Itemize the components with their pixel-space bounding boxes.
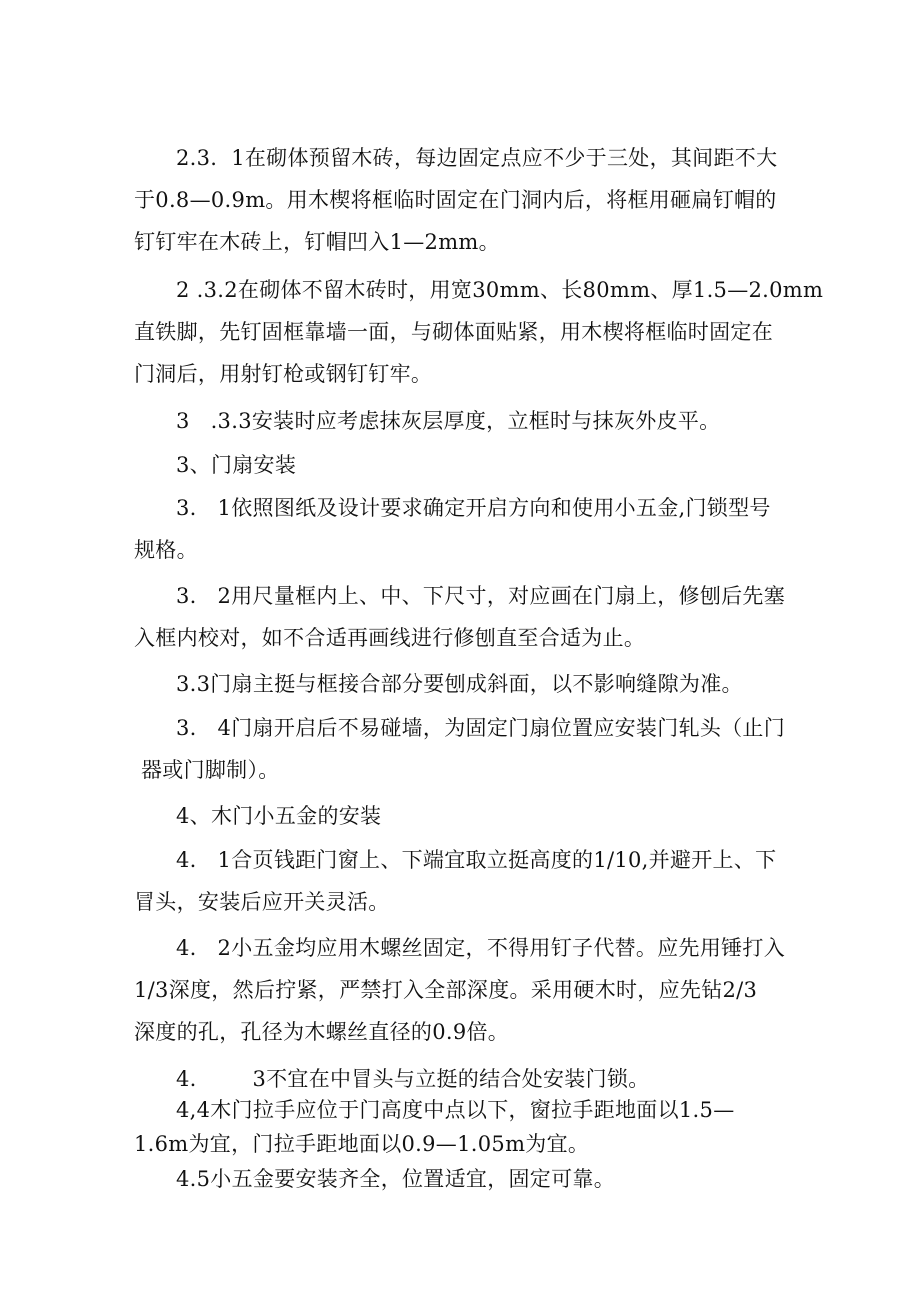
text-line: 规格。 [134, 538, 198, 562]
text-line: 钉钉牢在木砖上，钉帽凹入1—2mm。 [134, 230, 500, 254]
text-line: 直铁脚，先钉固框靠墙一面，与砌体面贴紧，用木楔将框临时固定在 [134, 320, 773, 344]
text-line: 4.5小五金要安装齐全，位置适宜，固定可靠。 [176, 1167, 615, 1191]
text-line: 3. 2用尺量框内上、中、下尺寸，对应画在门扇上，修刨后先塞 [176, 584, 786, 608]
text-line: 2.3. 1在砌体预留木砖，每边固定点应不少于三处，其间距不大 [176, 146, 778, 170]
text-line: 2 .3.2在砌体不留木砖时，用宽30mm、长80mm、厚1.5—2.0mm [176, 278, 824, 302]
paragraph-2-3-1 [134, 137, 794, 263]
paragraph-3-2 [134, 575, 794, 659]
text-line: 4,4木门拉手应位于门高度中点以下，窗拉手距地面以1.5— [176, 1098, 735, 1122]
paragraph-4-5 [134, 1158, 794, 1200]
heading-text: 3、门扇安装 [176, 453, 297, 477]
paragraph-4-1 [134, 839, 794, 923]
text-line: 4. 1合页钱距门窗上、下端宜取立挺高度的1/10,并避开上、下 [176, 848, 777, 872]
text-line: 4. 2小五金均应用木螺丝固定，不得用钉子代替。应先用锤打入 [176, 936, 786, 960]
paragraph-3-3 [134, 663, 794, 705]
heading-text: 4、木门小五金的安装 [176, 804, 382, 828]
text-line: 入框内校对，如不合适再画线进行修刨直至合适为止。 [134, 626, 646, 650]
text-line: 1/3深度，然后拧紧，严禁打入全部深度。采用硬木时，应先钻2/3 [134, 978, 758, 1002]
paragraph-3-4 [134, 707, 794, 791]
paragraph-3-3-3 [134, 400, 794, 442]
text-line: 冒头，安装后应开关灵活。 [134, 890, 390, 914]
section-heading-hardware [134, 795, 794, 837]
text-line: 深度的孔，孔径为木螺丝直径的0.9倍。 [134, 1020, 510, 1044]
text-line: 于0.8—0.9m。用木楔将框临时固定在门洞内后，将框用砸扁钉帽的 [134, 188, 777, 212]
text-line: 门洞后，用射钉枪或钢钉钉牢。 [134, 362, 433, 386]
paragraph-2-3-2 [134, 269, 824, 395]
paragraph-3-1 [134, 487, 794, 571]
text-line: 3.3门扇主挺与框接合部分要刨成斜面，以不影响缝隙为准。 [176, 672, 743, 696]
text-line: 器或门脚制）。 [134, 758, 280, 782]
paragraph-4-4 [134, 1093, 794, 1161]
text-line: 4. 3不宜在中冒头与立挺的结合处安装门锁。 [176, 1067, 650, 1091]
text-line: 3 .3.3安装时应考虑抹灰层厚度，立框时与抹灰外皮平。 [176, 409, 721, 433]
text-line: 3. 1依照图纸及设计要求确定开启方向和使用小五金,门锁型号 [176, 496, 771, 520]
text-line: 3. 4门扇开启后不易碰墙，为固定门扇位置应安装门轧头（止门 [176, 716, 786, 740]
paragraph-4-2 [134, 927, 794, 1053]
section-heading-door-leaf [134, 444, 794, 486]
text-line: 1.6m为宜，门拉手距地面以0.9—1.05m为宜。 [134, 1132, 590, 1156]
